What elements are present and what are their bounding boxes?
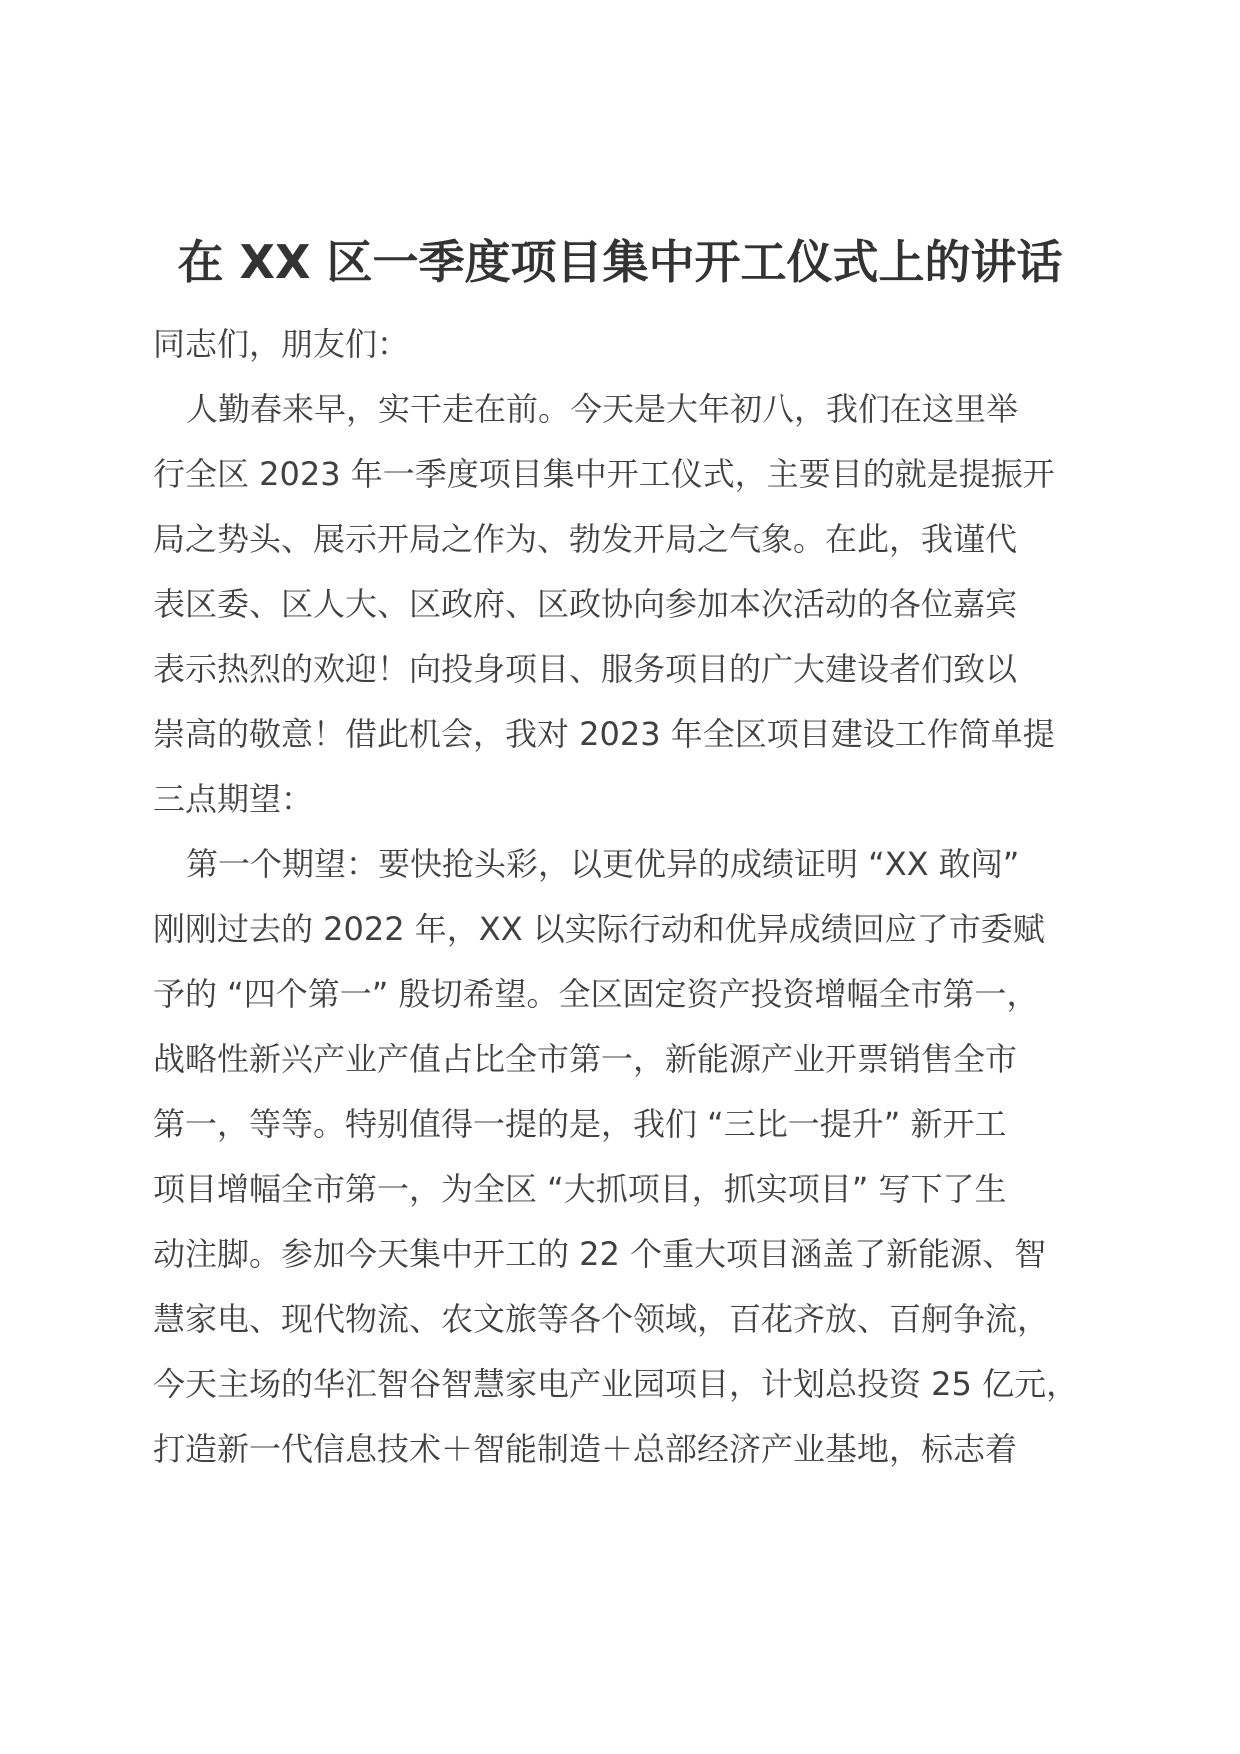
paragraph-line: 战略性新兴产业产值占比全市第一，新能源产业开票销售全市 [153, 1040, 1018, 1078]
paragraph-line: 表区委、区人大、区政府、区政协向参加本次活动的各位嘉宾 [153, 585, 1018, 623]
paragraph-line: 予的 “四个第一” 殷切希望。全区固定资产投资增幅全市第一， [153, 975, 1039, 1013]
document-title: 在 XX 区一季度项目集中开工仪式上的讲话 [177, 235, 1063, 289]
paragraph-line: 第一个期望：要快抢头彩，以更优异的成绩证明 “XX 敢闯” [186, 845, 1020, 883]
paragraph-line: 表示热烈的欢迎！向投身项目、服务项目的广大建设者们致以 [153, 650, 1018, 688]
paragraph-line: 第一，等等。特别值得一提的是，我们 “三比一提升” 新开工 [153, 1105, 1007, 1143]
paragraph-line: 慧家电、现代物流、农文旅等各个领域，百花齐放、百舸争流， [153, 1300, 1050, 1338]
paragraph-line: 今天主场的华汇智谷智慧家电产业园项目，计划总投资 25 亿元， [153, 1365, 1079, 1403]
paragraph-line: 崇高的敬意！借此机会，我对 2023 年全区项目建设工作简单提 [153, 715, 1055, 753]
paragraph-line: 项目增幅全市第一，为全区 “大抓项目，抓实项目” 写下了生 [153, 1170, 1007, 1208]
paragraph-line: 打造新一代信息技术＋智能制造＋总部经济产业基地，标志着 [153, 1430, 1018, 1468]
paragraph-line: 人勤春来早，实干走在前。今天是大年初八，我们在这里举 [186, 390, 1019, 428]
paragraph-line: 动注脚。参加今天集中开工的 22 个重大项目涵盖了新能源、智 [153, 1235, 1047, 1273]
salutation-line: 同志们，朋友们： [153, 325, 410, 363]
paragraph-line: 三点期望： [153, 780, 314, 818]
paragraph-line: 刚刚过去的 2022 年，XX 以实际行动和优异成绩回应了市委赋 [153, 910, 1045, 948]
paragraph-line: 局之势头、展示开局之作为、勃发开局之气象。在此，我谨代 [153, 520, 1018, 558]
paragraph-line: 行全区 2023 年一季度项目集中开工仪式，主要目的就是提振开 [153, 455, 1055, 493]
